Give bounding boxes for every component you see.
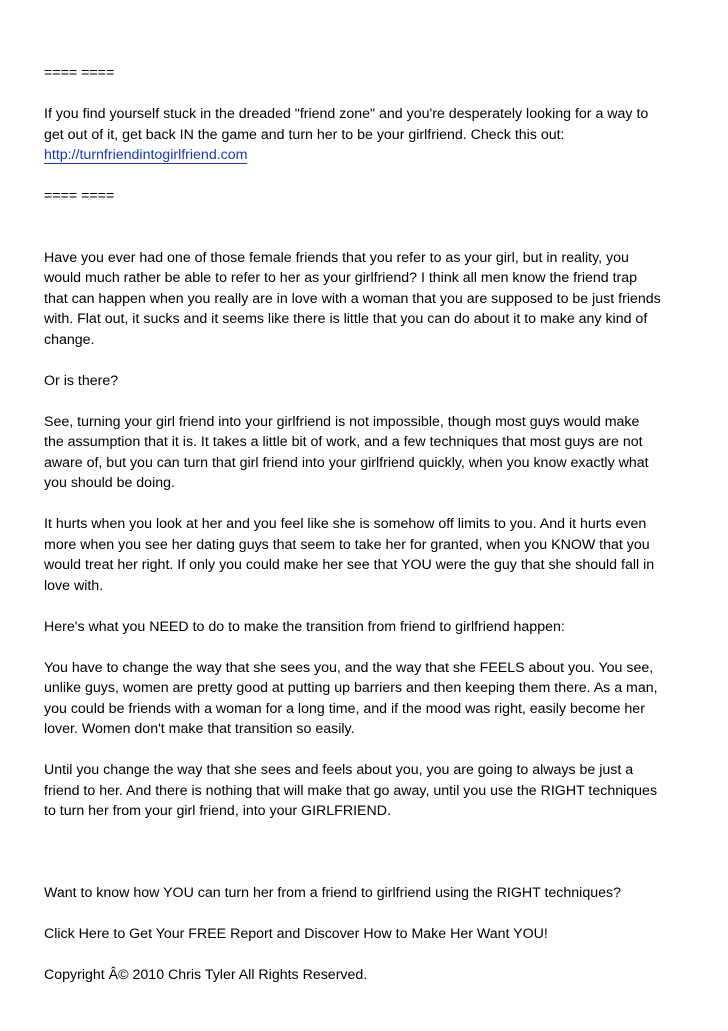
intro-paragraph	[44, 104, 694, 166]
cta-question: Want to know how YOU can turn her from a friend to girlfriend using the RIGHT techniques?	[44, 885, 621, 901]
paragraph-line: change.	[44, 331, 95, 348]
paragraph-line: Until you change the way that she sees and feels about you, you are going to always be just a	[44, 762, 634, 778]
paragraph-line: unlike guys, women are pretty good at putting up barriers and then keeping them there. As a man,	[44, 680, 658, 696]
copyright-notice: Copyright Â© 2010 Chris Tyler All Rights Reserved.	[44, 967, 368, 983]
document-page	[44, 63, 694, 986]
paragraph-line: Have you ever had one of those female friends that you refer to as your girl, but in reality, you	[44, 249, 629, 266]
paragraph-line: You have to change the way that she sees you, and the way that she FEELS about you. You see,	[44, 659, 654, 676]
paragraph-line: you should be doing.	[44, 475, 175, 491]
paragraph-line: aware of, but you can turn that girl friend into your girlfriend quickly, when you know exactly what	[44, 454, 649, 471]
paragraph-line: It hurts when you look at her and you feel like she is somehow off limits to you. And it hurts even	[44, 516, 647, 532]
paragraph-line: Or is there?	[44, 372, 119, 389]
paragraph-line: you could be friends with a woman for a long time, and if the mood was right, easily become her	[44, 700, 645, 717]
body-paragraph	[44, 248, 694, 351]
paragraph-line: love with.	[44, 577, 104, 594]
header-separator: ==== ====	[44, 65, 115, 81]
body-paragraph	[44, 617, 694, 638]
paragraph-line: lover. Women don't make that transition so easily.	[44, 721, 355, 737]
paragraph-line: with. Flat out, it sucks and it seems like there is little that you can do about it to make any kind of	[44, 311, 648, 327]
paragraph-line: to turn her from your girl friend, into your GIRLFRIEND.	[44, 803, 391, 819]
body-paragraph	[44, 514, 694, 596]
body-paragraph	[44, 760, 694, 822]
intro-line: get out of it, get back IN the game and turn her to be your girlfriend. Check this out:	[44, 126, 565, 143]
paragraph-line: friend to her. And there is nothing that will make that go away, until you use the RIGHT techniques	[44, 782, 658, 799]
paragraph-line: would much rather be able to refer to her as your girlfriend? I think all men know the friend trap	[44, 270, 638, 286]
intro-link[interactable]: http://turnfriendintogirlfriend.com	[44, 147, 248, 163]
footer-separator: ==== ====	[44, 188, 115, 204]
paragraph-line: Here's what you NEED to do to make the transition from friend to girlfriend happen:	[44, 618, 565, 635]
paragraph-line: more when you see her dating guys that seem to take her for granted, when you KNOW that you	[44, 536, 650, 553]
paragraph-line: See, turning your girl friend into your girlfriend is not impossible, though most guys would make	[44, 413, 640, 430]
paragraph-line: would treat her right. If only you could make her see that YOU were the guy that she should fall in	[44, 557, 655, 573]
intro-line: If you find yourself stuck in the dreaded "friend zone" and you're desperately looking for a way to	[44, 106, 649, 122]
body-paragraph	[44, 371, 694, 392]
body-paragraph	[44, 658, 694, 740]
body-paragraph	[44, 412, 694, 494]
paragraph-line: that can happen when you really are in love with a woman that you are supposed to be just friends	[44, 290, 661, 307]
cta-link[interactable]: Click Here to Get Your FREE Report and Discover How to Make Her Want YOU!	[44, 926, 548, 942]
paragraph-line: the assumption that it is. It takes a little bit of work, and a few techniques that most guys are not	[44, 434, 643, 450]
